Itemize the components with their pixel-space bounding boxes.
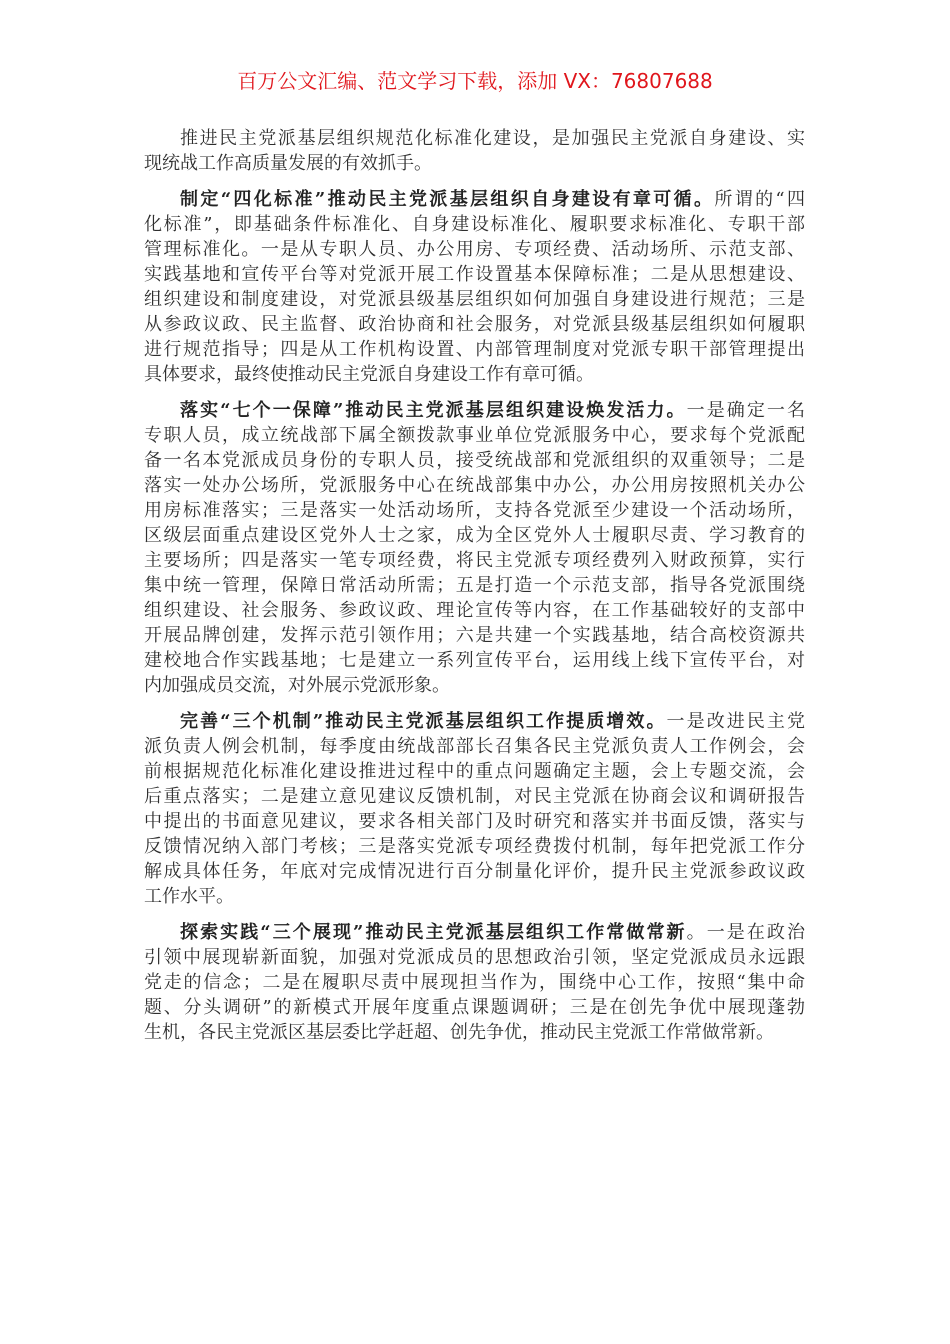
line-text: 具体要求，最终使推动民主党派自身建设工作有章可循。 (144, 364, 594, 385)
text-line (144, 448, 805, 473)
text-line (144, 970, 805, 995)
text-line (144, 598, 805, 623)
text-line (144, 945, 805, 970)
line-text: 。一是在政治 (686, 922, 805, 943)
text-line (144, 312, 805, 337)
paragraph (144, 126, 805, 176)
text-line (144, 884, 805, 909)
line-text: 解成具体任务，年底对完成情况进行百分制量化评价，提升民主党派参政议政 (144, 861, 805, 882)
line-text: 区级层面重点建设区党外人士之家，成为全区党外人士履职尽责、学习教育的 (144, 525, 805, 546)
line-text: 组织建设和制度建设，对党派县级基层组织如何加强自身建设进行规范；三是 (144, 289, 805, 310)
paragraph-lead-heading: 落实“七个一保障”推动民主党派基层组织建设焕发活力。 (180, 400, 687, 421)
text-line (144, 398, 805, 423)
text-line (144, 648, 805, 673)
paragraph (144, 187, 805, 387)
line-text: 从参政议政、民主监督、政治协商和社会服务，对党派县级基层组织如何履职 (144, 314, 805, 335)
line-text: 一是确定一名 (686, 400, 805, 421)
line-text: 进行规范指导；四是从工作机构设置、内部管理制度对党派专职干部管理提出 (144, 339, 805, 360)
line-text: 主要场所；四是落实一笔专项经费，将民主党派专项经费列入财政预算，实行 (144, 550, 805, 571)
paragraph-lead-heading: 探索实践“三个展现”推动民主党派基层组织工作常做常新 (180, 922, 687, 943)
line-text: 落实一处办公场所，党派服务中心在统战部集中办公，办公用房按照机关办公 (144, 475, 805, 496)
text-line (144, 759, 805, 784)
text-line (144, 151, 805, 176)
text-line (144, 920, 805, 945)
text-line (144, 859, 805, 884)
line-text: 前根据规范化标准化建设推进过程中的重点问题确定主题，会上专题交流，会 (144, 761, 805, 782)
text-line (144, 834, 805, 859)
line-text: 管理标准化。一是从专职人员、办公用房、专项经费、活动场所、示范支部、 (144, 239, 805, 260)
line-text: 派负责人例会机制，每季度由统战部部长召集各民主党派负责人工作例会，会 (144, 736, 805, 757)
text-line (144, 523, 805, 548)
line-text: 反馈情况纳入部门考核；三是落实党派专项经费拨付机制，每年把党派工作分 (144, 836, 805, 857)
text-line (144, 362, 805, 387)
line-text: 所谓的“四 (714, 189, 805, 210)
line-text: 内加强成员交流，对外展示党派形象。 (144, 675, 450, 696)
text-line (144, 673, 805, 698)
line-text: 实践基地和宣传平台等对党派开展工作设置基本保障标准；二是从思想建设、 (144, 264, 805, 285)
text-line (144, 734, 805, 759)
text-line (144, 212, 805, 237)
text-line (144, 548, 805, 573)
line-text: 生机，各民主党派区基层委比学赶超、创先争优，推动民主党派工作常做常新。 (144, 1022, 774, 1043)
paragraph-lead-heading: 完善“三个机制”推动民主党派基层组织工作提质增效。 (180, 711, 667, 732)
line-text: 组织建设、社会服务、参政议政、理论宣传等内容，在工作基础较好的支部中 (144, 600, 805, 621)
line-text: 建校地合作实践基地；七是建立一系列宣传平台，运用线上线下宣传平台，对 (144, 650, 805, 671)
line-text: 中提出的书面意见建议，要求各相关部门及时研究和落实并书面反馈，落实与 (144, 811, 805, 832)
line-text: 开展品牌创建，发挥示范引领作用；六是共建一个实践基地，结合高校资源共 (144, 625, 805, 646)
text-line (144, 262, 805, 287)
line-text: 专职人员，成立统战部下属全额拨款事业单位党派服务中心，要求每个党派配 (144, 425, 805, 446)
line-text: 引领中展现崭新面貌，加强对党派成员的思想政治引领，坚定党派成员永远跟 (144, 947, 805, 968)
text-line (144, 126, 805, 151)
line-text: 推进民主党派基层组织规范化标准化建设，是加强民主党派自身建设、实 (180, 128, 805, 149)
text-line (144, 809, 805, 834)
line-text: 现统战工作高质量发展的有效抓手。 (144, 153, 432, 174)
text-line (144, 573, 805, 598)
line-text: 一是改进民主党 (666, 711, 805, 732)
line-text: 备一名本党派成员身份的专职人员，接受统战部和党派组织的双重领导；二是 (144, 450, 805, 471)
text-line (144, 995, 805, 1020)
line-text: 工作水平。 (144, 886, 234, 907)
line-text: 化标准”，即基础条件标准化、自身建设标准化、履职要求标准化、专职干部 (144, 214, 805, 235)
paragraph-lead-heading: 制定“四化标准”推动民主党派基层组织自身建设有章可循。 (180, 189, 715, 210)
text-line (144, 187, 805, 212)
paragraph (144, 709, 805, 909)
paragraph (144, 398, 805, 698)
text-line (144, 623, 805, 648)
paragraph (144, 920, 805, 1045)
document-body (144, 126, 805, 1056)
line-text: 题、分头调研”的新模式开展年度重点课题调研；三是在创先争优中展现蓬勃 (144, 997, 805, 1018)
download-banner: 百万公文汇编、范文学习下载，添加 VX：76807688 (237, 69, 713, 93)
line-text: 党走的信念；二是在履职尽责中展现担当作为，围绕中心工作，按照“集中命 (144, 972, 805, 993)
line-text: 集中统一管理，保障日常活动所需；五是打造一个示范支部，指导各党派围绕 (144, 575, 805, 596)
text-line (144, 337, 805, 362)
text-line (144, 237, 805, 262)
text-line (144, 498, 805, 523)
text-line (144, 287, 805, 312)
text-line (144, 709, 805, 734)
text-line (144, 423, 805, 448)
text-line (144, 473, 805, 498)
text-line (144, 784, 805, 809)
text-line (144, 1020, 805, 1045)
line-text: 用房标准落实；三是落实一处活动场所，支持各党派至少建设一个活动场所， (144, 500, 805, 521)
line-text: 后重点落实；二是建立意见建议反馈机制，对民主党派在协商会议和调研报告 (144, 786, 805, 807)
